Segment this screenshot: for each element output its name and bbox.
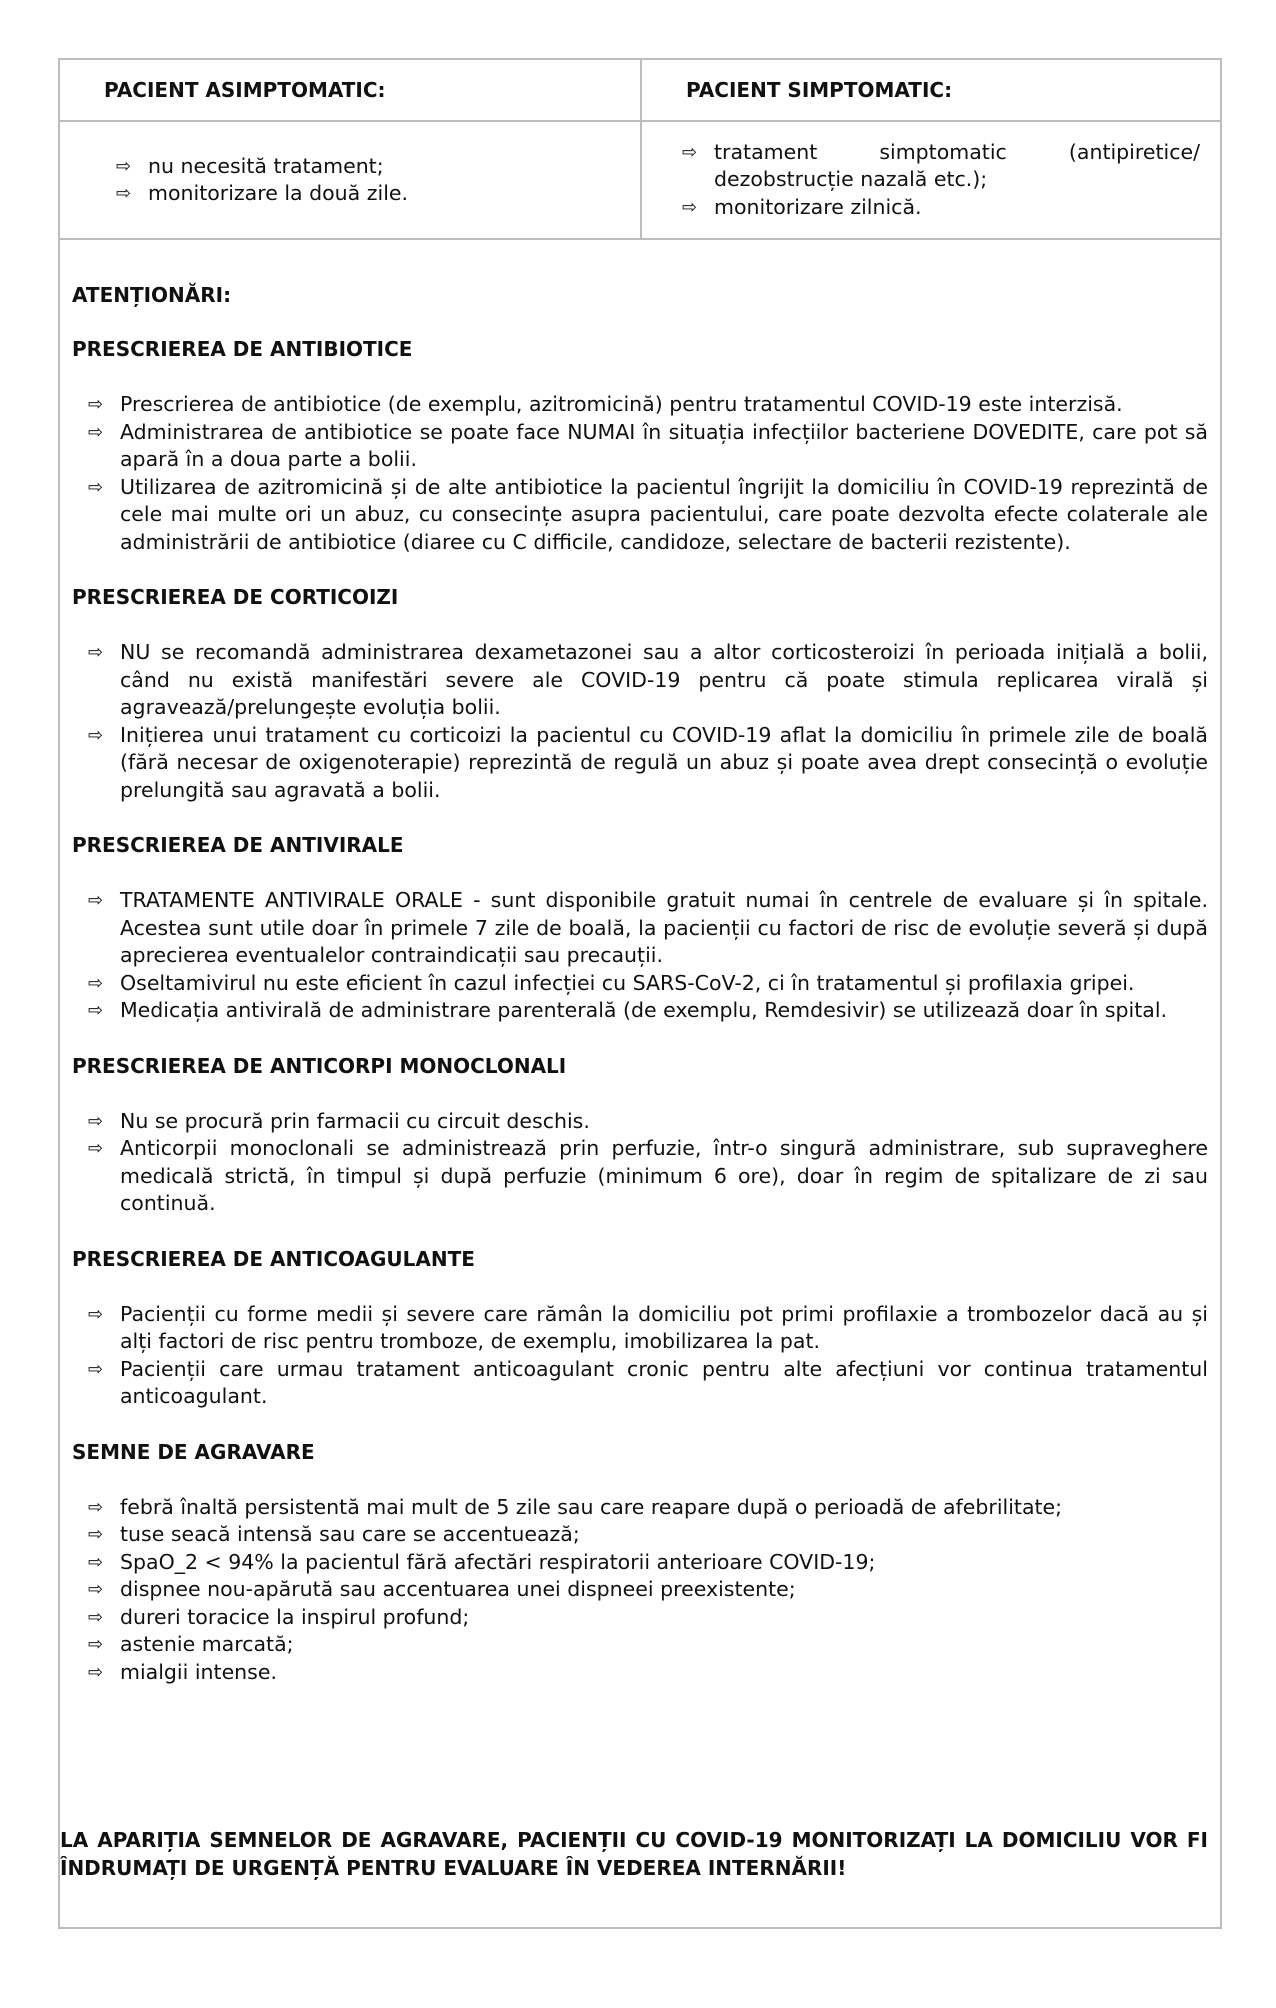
symptomatic-header: PACIENT SIMPTOMATIC: [686, 78, 953, 102]
section-corticoids [72, 584, 1208, 804]
list-item: ⇨ TRATAMENTE ANTIVIRALE ORALE - sunt disponibile gratuit numai în centrele de evaluare și în spitale. Acestea sunt utile doar în primele 7 zile de boală, la pacienții cu factori de risc de evoluție severă și după aprecierea eventualelor contraindicații sau precauții. [88, 888, 1208, 967]
list-item: ⇨ Nu se procură prin farmacii cu circuit deschis. [120, 1108, 1208, 1136]
arrow-right-outline-icon: ⇨ [88, 642, 104, 663]
list-item: ⇨ tuse seacă intensă sau care se accentuează; [120, 1521, 1208, 1549]
arrow-right-outline-icon: ⇨ [88, 1551, 104, 1573]
arrow-right-outline-icon: ⇨ [682, 141, 698, 163]
arrow-right-outline-icon: ⇨ [88, 1358, 104, 1380]
section-title: PRESCRIEREA DE ANTIBIOTICE [72, 337, 413, 361]
symptomatic-header-cell [640, 60, 1220, 120]
list-item: ⇨ SpaO_2 < 94% la pacientul fără afectări respiratorii anterioare COVID-19; [120, 1549, 1208, 1577]
asymptomatic-header: PACIENT ASIMPTOMATIC: [104, 78, 386, 102]
list-item: ⇨ Pacienții cu forme medii și severe care rămân la domiciliu pot primi profilaxie a trombozelor dacă au și alți factori de risc pentru tromboze, de exemplu, imobilizarea la pat. [88, 1301, 1208, 1353]
arrow-right-outline-icon: ⇨ [116, 183, 132, 204]
asymptomatic-list [116, 153, 409, 208]
symptomatic-list [682, 139, 1200, 222]
arrow-right-outline-icon: ⇨ [88, 972, 104, 994]
warnings-content [72, 264, 1208, 1686]
section-list [88, 639, 1208, 804]
warnings-title: ATENȚIONĂRI: [72, 283, 232, 307]
arrow-right-outline-icon: ⇨ [88, 421, 104, 443]
section-list [88, 1301, 1208, 1411]
list-item: ⇨ mialgii intense. [120, 1659, 1208, 1687]
section-title: SEMNE DE AGRAVARE [72, 1439, 315, 1464]
arrow-right-outline-icon: ⇨ [88, 1000, 104, 1021]
section-title: PRESCRIEREA DE ANTICORPI MONOCLONALI [72, 1053, 567, 1078]
list-item: ⇨ monitorizare la două zile. [148, 180, 408, 208]
section-list [88, 1494, 1208, 1687]
arrow-right-outline-icon: ⇨ [88, 476, 104, 498]
arrow-right-outline-icon: ⇨ [88, 1606, 104, 1628]
arrow-right-outline-icon: ⇨ [88, 1634, 104, 1655]
arrow-right-outline-icon: ⇨ [88, 1303, 104, 1325]
list-item: ⇨ dureri toracice la inspirul profund; [120, 1604, 1208, 1632]
arrow-right-outline-icon: ⇨ [88, 724, 104, 746]
final-notice: LA APARIȚIA SEMNELOR DE AGRAVARE, PACIENȚII CU COVID-19 MONITORIZAȚI LA DOMICILIU VOR FI ÎNDRUMAȚI DE URGENȚĂ PENTRU EVALUARE ÎN VEDEREA INTERNĂRII! [60, 1828, 1208, 1880]
arrow-right-outline-icon: ⇨ [682, 196, 698, 218]
arrow-right-outline-icon: ⇨ [88, 1496, 104, 1518]
section-list [88, 1108, 1208, 1218]
table-body-row [60, 122, 1220, 240]
list-item: ⇨ Medicația antivirală de administrare parenterală (de exemplu, Remdesivir) se utilizează doar în spital. [120, 997, 1208, 1025]
section-title: PRESCRIEREA DE ANTIVIRALE [72, 833, 404, 857]
section-title: PRESCRIEREA DE ANTICOAGULANTE [72, 1246, 475, 1271]
list-item: ⇨ Inițierea unui tratament cu corticoizi la pacientul cu COVID-19 aflat la domiciliu în primele zile de boală (fără necesar de oxigenoterapie) reprezintă de regulă un abuz și poate avea drept consecință o evoluție prelungită sau agravată a bolii. [88, 722, 1208, 802]
asymptomatic-header-cell [60, 60, 640, 120]
list-item: ⇨ monitorizare zilnică. [714, 194, 1200, 222]
list-item: ⇨ Pacienții care urmau tratament anticoagulant cronic pentru alte afecțiuni vor continua tratamentul anticoagulant. [88, 1356, 1208, 1408]
arrow-right-outline-icon: ⇨ [88, 1138, 104, 1159]
list-item: ⇨ dispnee nou-apărută sau accentuarea unei dispneei preexistente; [120, 1576, 1208, 1604]
section-antibiotics [72, 336, 1208, 556]
symptomatic-cell [640, 122, 1220, 238]
list-item: ⇨ tratament simptomatic (antipiretice/ dezobstrucție nazală etc.); [682, 139, 1200, 192]
list-item: ⇨ Administrarea de antibiotice se poate face NUMAI în situația infecțiilor bacteriene DOVEDITE, care pot să apară în a doua parte a bolii. [88, 419, 1208, 471]
patient-type-table [60, 60, 1220, 240]
list-item: ⇨ nu necesită tratament; [148, 153, 408, 181]
list-item: ⇨ febră înaltă persistentă mai mult de 5 zile sau care reapare după o perioadă de afebrilitate; [120, 1494, 1208, 1522]
arrow-right-outline-icon: ⇨ [88, 1661, 104, 1683]
arrow-right-outline-icon: ⇨ [88, 1110, 104, 1132]
list-item: ⇨ Anticorpii monoclonali se administrează prin perfuzie, într-o singură administrare, sub supraveghere medicală strictă, în timpul și după perfuzie (minimum 6 ore), doar în regim de spitalizare de zi sau continuă. [88, 1136, 1208, 1215]
asymptomatic-cell [60, 122, 640, 238]
list-item: ⇨ Utilizarea de azitromicină și de alte antibiotice la pacientul îngrijit la domiciliu în COVID-19 reprezintă de cele mai multe ori un abuz, cu consecințe asupra pacientului, care poate dezvolta efecte colaterale ale administrării de antibiotice (diaree cu C difficile, candidoze, selectare de bacterii rezistente). [88, 474, 1208, 554]
table-header-row [60, 60, 1220, 122]
arrow-right-outline-icon: ⇨ [88, 1579, 104, 1600]
section-list [88, 391, 1208, 556]
list-item: ⇨ Oseltamivirul nu este eficient în cazul infecției cu SARS-CoV-2, ci în tratamentul și profilaxia gripei. [120, 970, 1208, 998]
arrow-right-outline-icon: ⇨ [88, 1524, 104, 1545]
list-item: ⇨ astenie marcată; [120, 1631, 1208, 1659]
arrow-right-outline-icon: ⇨ [116, 155, 132, 177]
arrow-right-outline-icon: ⇨ [88, 394, 104, 415]
list-item: ⇨ NU se recomandă administrarea dexametazonei sau a altor corticosteroizi în perioada inițială a bolii, când nu există manifestări severe ale COVID-19 pentru că poate stimula replicarea virală și agravează/prelungește evoluția bolii. [88, 640, 1208, 719]
arrow-right-outline-icon: ⇨ [88, 890, 104, 911]
section-monoclonal [72, 1053, 1208, 1218]
section-title: PRESCRIEREA DE CORTICOIZI [72, 585, 399, 609]
section-anticoagulants [72, 1246, 1208, 1411]
list-item: ⇨ Prescrierea de antibiotice (de exemplu, azitromicină) pentru tratamentul COVID-19 este interzisă. [120, 391, 1208, 419]
document-frame [58, 58, 1222, 1929]
section-warning-signs [72, 1439, 1208, 1687]
section-antivirals [72, 832, 1208, 1025]
section-list [88, 887, 1208, 1025]
